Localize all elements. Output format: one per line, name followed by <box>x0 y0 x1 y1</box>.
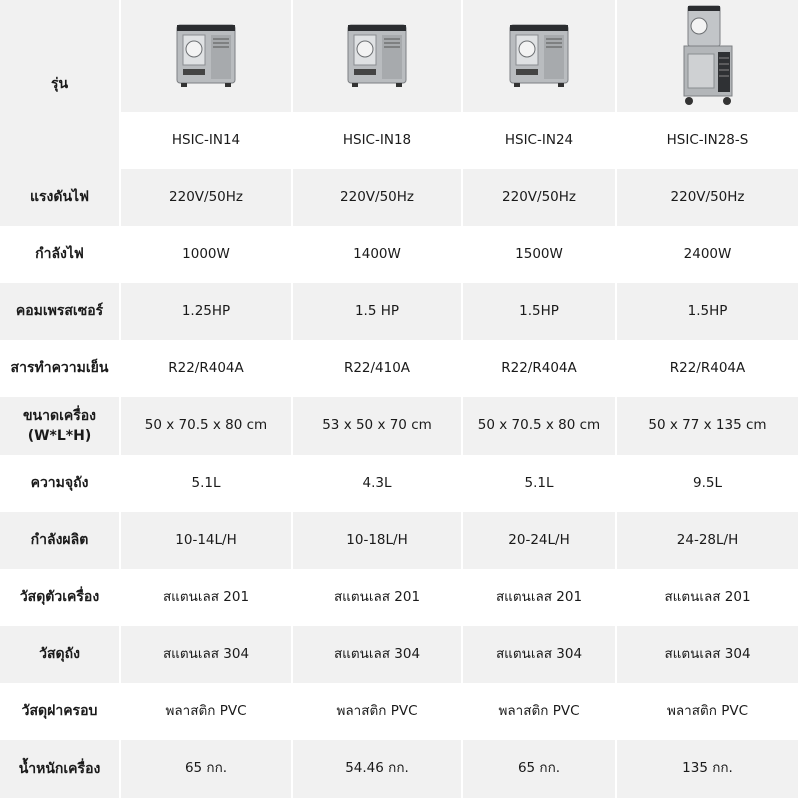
table-cell: สแตนเลส 304 <box>293 626 463 683</box>
table-cell: R22/R404A <box>463 340 617 397</box>
row-label-refrigerant: สารทำความเย็น <box>0 340 121 397</box>
model-name-2: HSIC-IN18 <box>293 112 463 169</box>
row-label-dimensions: ขนาดเครื่อง (W*L*H) <box>0 397 121 455</box>
table-cell: 1.5HP <box>463 283 617 340</box>
row-label-weight: น้ำหนักเครื่อง <box>0 740 121 798</box>
table-cell: 1500W <box>463 226 617 283</box>
model-image-1 <box>121 0 293 112</box>
table-cell: พลาสติก PVC <box>463 683 617 740</box>
table-cell: 220V/50Hz <box>617 169 800 226</box>
countertop-ice-cream-machine-image <box>173 21 239 91</box>
table-cell: สแตนเลส 201 <box>463 569 617 626</box>
table-cell: 4.3L <box>293 455 463 512</box>
row-label-compressor: คอมเพรสเซอร์ <box>0 283 121 340</box>
row-label-voltage: แรงดันไฟ <box>0 169 121 226</box>
model-image-2 <box>293 0 463 112</box>
model-image-3 <box>463 0 617 112</box>
table-cell: 220V/50Hz <box>463 169 617 226</box>
table-cell: 135 กก. <box>617 740 800 798</box>
table-cell: สแตนเลส 201 <box>293 569 463 626</box>
row-label-production-rate: กำลังผลิต <box>0 512 121 569</box>
table-cell: 1.5 HP <box>293 283 463 340</box>
table-cell: 5.1L <box>463 455 617 512</box>
model-name-4: HSIC-IN28-S <box>617 112 800 169</box>
floor-standing-ice-cream-machine-image <box>678 4 738 108</box>
table-cell: 50 x 77 x 135 cm <box>617 397 800 455</box>
table-cell: สแตนเลส 201 <box>617 569 800 626</box>
table-cell: 20-24L/H <box>463 512 617 569</box>
row-label-cover-material: วัสดุฝาครอบ <box>0 683 121 740</box>
model-header-label: รุ่น <box>0 0 121 169</box>
table-cell: 1000W <box>121 226 293 283</box>
table-cell: 50 x 70.5 x 80 cm <box>121 397 293 455</box>
row-label-body-material: วัสดุตัวเครื่อง <box>0 569 121 626</box>
row-label-power: กำลังไฟ <box>0 226 121 283</box>
table-cell: สแตนเลส 304 <box>617 626 800 683</box>
table-cell: 65 กก. <box>121 740 293 798</box>
table-cell: R22/R404A <box>121 340 293 397</box>
table-cell: 53 x 50 x 70 cm <box>293 397 463 455</box>
table-cell: 220V/50Hz <box>121 169 293 226</box>
model-name-1: HSIC-IN14 <box>121 112 293 169</box>
table-cell: R22/410A <box>293 340 463 397</box>
table-cell: R22/R404A <box>617 340 800 397</box>
table-cell: 65 กก. <box>463 740 617 798</box>
table-cell: 220V/50Hz <box>293 169 463 226</box>
row-label-tank-material: วัสดุถัง <box>0 626 121 683</box>
table-cell: 1.5HP <box>617 283 800 340</box>
model-name-3: HSIC-IN24 <box>463 112 617 169</box>
table-cell: 1400W <box>293 226 463 283</box>
table-cell: 24-28L/H <box>617 512 800 569</box>
table-cell: 2400W <box>617 226 800 283</box>
table-cell: 10-14L/H <box>121 512 293 569</box>
table-cell: สแตนเลส 304 <box>121 626 293 683</box>
table-cell: 1.25HP <box>121 283 293 340</box>
table-cell: สแตนเลส 201 <box>121 569 293 626</box>
table-cell: 5.1L <box>121 455 293 512</box>
table-cell: 50 x 70.5 x 80 cm <box>463 397 617 455</box>
table-cell: พลาสติก PVC <box>293 683 463 740</box>
model-image-4 <box>617 0 800 112</box>
table-cell: 54.46 กก. <box>293 740 463 798</box>
countertop-ice-cream-machine-image <box>344 21 410 91</box>
countertop-ice-cream-machine-image <box>506 21 572 91</box>
table-cell: พลาสติก PVC <box>121 683 293 740</box>
table-cell: สแตนเลส 304 <box>463 626 617 683</box>
table-cell: 9.5L <box>617 455 800 512</box>
table-cell: 10-18L/H <box>293 512 463 569</box>
row-label-tank-capacity: ความจุถัง <box>0 455 121 512</box>
table-cell: พลาสติก PVC <box>617 683 800 740</box>
